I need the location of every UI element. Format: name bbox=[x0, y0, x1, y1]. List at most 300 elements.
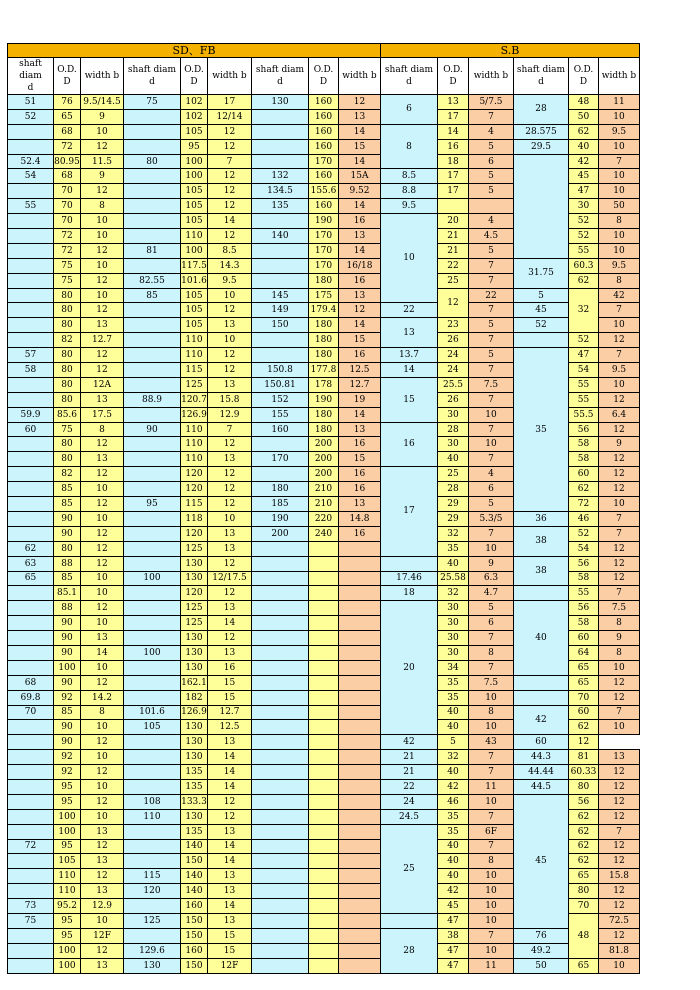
cell-sd3-width: 15 bbox=[339, 333, 381, 348]
cell-sb2-width: 13 bbox=[599, 750, 640, 765]
cell-sb2-width: 12 bbox=[599, 467, 640, 482]
cell-sd3-width bbox=[339, 720, 381, 735]
cell-sd3-shaft-diam bbox=[252, 824, 309, 839]
cell-sd3-width: 16/18 bbox=[339, 258, 381, 273]
cell-sb2-shaft-diam bbox=[514, 333, 569, 348]
cell-sd3-width bbox=[339, 616, 381, 631]
cell-sd2-shaft-diam bbox=[124, 824, 181, 839]
cell-sb2-od: 40 bbox=[569, 139, 599, 154]
cell-sb2-od: 81 bbox=[569, 750, 599, 765]
cell-sb1-od: 13 bbox=[438, 95, 469, 110]
cell-sd1-width: 13 bbox=[81, 392, 124, 407]
cell-sd2-shaft-diam: 105 bbox=[124, 720, 181, 735]
cell-sd2-od: 133.3 bbox=[181, 794, 208, 809]
table-row bbox=[8, 586, 640, 601]
cell-sd3-width bbox=[339, 705, 381, 720]
cell-sd2-shaft-diam bbox=[124, 631, 181, 646]
cell-sd1-width: 10 bbox=[81, 586, 124, 601]
header-width: width b bbox=[469, 58, 514, 95]
cell-sd3-width bbox=[339, 854, 381, 869]
cell-sb2-width: 9.5 bbox=[599, 363, 640, 378]
cell-sb2-width: 10 bbox=[599, 169, 640, 184]
cell-sb2-od: 62 bbox=[569, 124, 599, 139]
cell-sd1-shaft-diam bbox=[8, 958, 54, 973]
header-width: width b bbox=[339, 58, 381, 95]
cell-sb1-od: 25.58 bbox=[438, 571, 469, 586]
cell-sd1-od: 80 bbox=[54, 318, 81, 333]
cell-sb1-shaft-diam: 8.5 bbox=[381, 169, 438, 184]
cell-sd3-width: 13 bbox=[339, 497, 381, 512]
table-row bbox=[8, 943, 640, 958]
cell-sd2-width: 15 bbox=[208, 675, 252, 690]
cell-sd1-width: 12 bbox=[81, 765, 124, 780]
table-row bbox=[8, 258, 640, 273]
cell-sd3-shaft-diam bbox=[252, 541, 309, 556]
cell-sd3-width: 14 bbox=[339, 199, 381, 214]
cell-sb2-od: 58 bbox=[569, 616, 599, 631]
cell-sb1-width: 10 bbox=[469, 884, 514, 899]
cell-sb2-od: 12 bbox=[569, 735, 599, 750]
cell-sd2-od: 130 bbox=[181, 809, 208, 824]
cell-sd2-od: 130 bbox=[181, 750, 208, 765]
cell-sd1-od: 88 bbox=[54, 556, 81, 571]
cell-sd3-shaft-diam: 150 bbox=[252, 318, 309, 333]
cell-sd1-shaft-diam bbox=[8, 884, 54, 899]
cell-sd2-shaft-diam bbox=[124, 839, 181, 854]
table-row bbox=[8, 779, 640, 794]
cell-sd2-width: 13 bbox=[208, 824, 252, 839]
cell-sb1-shaft-diam: 22 bbox=[381, 303, 438, 318]
cell-sb1-shaft-diam: 14 bbox=[381, 363, 438, 378]
cell-sd1-od: 80 bbox=[54, 363, 81, 378]
cell-sd3-shaft-diam: 170 bbox=[252, 452, 309, 467]
header-od: O.D. D bbox=[54, 58, 81, 95]
cell-sd1-od: 100 bbox=[54, 958, 81, 973]
cell-sd1-shaft-diam bbox=[8, 452, 54, 467]
cell-sd1-shaft-diam bbox=[8, 214, 54, 229]
cell-sd1-width: 12 bbox=[81, 348, 124, 363]
cell-sd3-od bbox=[309, 928, 339, 943]
cell-sd1-shaft-diam bbox=[8, 645, 54, 660]
cell-sd3-shaft-diam: 132 bbox=[252, 169, 309, 184]
cell-sb1-width: 7 bbox=[469, 526, 514, 541]
cell-sd3-od bbox=[309, 899, 339, 914]
cell-sb2-width: 12 bbox=[599, 884, 640, 899]
cell-sd2-od: 126.9 bbox=[181, 705, 208, 720]
cell-sb1-width: 7 bbox=[469, 333, 514, 348]
cell-sd2-width: 13 bbox=[208, 735, 252, 750]
header-od: O.D. D bbox=[309, 58, 339, 95]
cell-sb1-width: 6 bbox=[469, 482, 514, 497]
cell-sd1-shaft-diam: 63 bbox=[8, 556, 54, 571]
cell-sd2-od: 120 bbox=[181, 467, 208, 482]
cell-sd2-width: 13 bbox=[208, 452, 252, 467]
cell-sb1-width: 7 bbox=[469, 660, 514, 675]
cell-sb2-od: 50 bbox=[569, 109, 599, 124]
cell-sd2-od: 125 bbox=[181, 616, 208, 631]
cell-sb1-width: 11 bbox=[469, 958, 514, 973]
cell-sb1-shaft-diam: 18 bbox=[381, 586, 438, 601]
cell-sd2-shaft-diam bbox=[124, 363, 181, 378]
cell-sd3-od bbox=[309, 556, 339, 571]
cell-sb1-od: 42 bbox=[438, 779, 469, 794]
cell-sb1-width: 6 bbox=[469, 154, 514, 169]
cell-sd3-shaft-diam bbox=[252, 109, 309, 124]
cell-sb1-shaft-diam bbox=[381, 556, 438, 571]
cell-sd1-width: 10 bbox=[81, 482, 124, 497]
cell-sb1-od: 40 bbox=[438, 720, 469, 735]
cell-sb2-width: 12 bbox=[599, 690, 640, 705]
cell-sd3-shaft-diam bbox=[252, 214, 309, 229]
cell-sd2-width: 12 bbox=[208, 556, 252, 571]
cell-sb2-width: 12 bbox=[599, 928, 640, 943]
cell-sb1-width: 6 bbox=[469, 616, 514, 631]
cell-sb2-shaft-diam bbox=[514, 154, 569, 258]
cell-sb1-width: 10 bbox=[469, 899, 514, 914]
cell-sd1-width: 10 bbox=[81, 809, 124, 824]
cell-sd2-shaft-diam bbox=[124, 586, 181, 601]
cell-sd1-width: 12A bbox=[81, 377, 124, 392]
cell-sd3-shaft-diam bbox=[252, 243, 309, 258]
cell-sd3-shaft-diam bbox=[252, 467, 309, 482]
cell-sd1-width: 10 bbox=[81, 124, 124, 139]
cell-sd1-shaft-diam bbox=[8, 124, 54, 139]
cell-sb2-width: 7 bbox=[599, 303, 640, 318]
header-shaft-diam: shaft diam d bbox=[252, 58, 309, 95]
cell-sd1-od: 80 bbox=[54, 392, 81, 407]
cell-sb1-od: 12 bbox=[438, 288, 469, 318]
cell-sd1-od: 70 bbox=[54, 214, 81, 229]
cell-sb1-width: 5 bbox=[469, 169, 514, 184]
cell-sb1-width: 10 bbox=[469, 720, 514, 735]
cell-sb1-width bbox=[469, 199, 514, 214]
cell-sb1-width: 7 bbox=[469, 839, 514, 854]
cell-sb1-width: 4 bbox=[469, 467, 514, 482]
cell-sb1-shaft-diam: 6 bbox=[381, 95, 438, 125]
cell-sb1-od: 46 bbox=[438, 794, 469, 809]
cell-sd1-shaft-diam: 75 bbox=[8, 913, 54, 928]
cell-sb2-width: 12 bbox=[599, 333, 640, 348]
cell-sd3-od bbox=[309, 586, 339, 601]
cell-sd2-od: 105 bbox=[181, 303, 208, 318]
cell-sd2-width: 7 bbox=[208, 422, 252, 437]
cell-sb2-width: 10 bbox=[599, 139, 640, 154]
cell-sd3-shaft-diam: 190 bbox=[252, 511, 309, 526]
cell-sd3-shaft-diam: 150.81 bbox=[252, 377, 309, 392]
cell-sd1-od: 85.1 bbox=[54, 586, 81, 601]
cell-sd1-shaft-diam bbox=[8, 273, 54, 288]
cell-sb2-od: 55 bbox=[569, 243, 599, 258]
cell-sd1-width: 10 bbox=[81, 258, 124, 273]
cell-sd3-width: 14.8 bbox=[339, 511, 381, 526]
cell-sd3-od bbox=[309, 616, 339, 631]
cell-sb2-width: 10 bbox=[599, 660, 640, 675]
cell-sb2-od: 64 bbox=[569, 645, 599, 660]
table-row bbox=[8, 318, 640, 333]
cell-sd2-od: 110 bbox=[181, 348, 208, 363]
cell-sd3-od: 180 bbox=[309, 318, 339, 333]
cell-sd2-od: 150 bbox=[181, 854, 208, 869]
cell-sd2-width: 12 bbox=[208, 124, 252, 139]
cell-sb1-width: 7 bbox=[469, 109, 514, 124]
cell-sd1-shaft-diam bbox=[8, 318, 54, 333]
cell-sd3-od: 155.6 bbox=[309, 184, 339, 199]
cell-sd3-shaft-diam bbox=[252, 899, 309, 914]
cell-sd1-shaft-diam bbox=[8, 437, 54, 452]
cell-sd3-shaft-diam bbox=[252, 794, 309, 809]
cell-sd2-width: 13 bbox=[208, 869, 252, 884]
cell-sb2-shaft-diam: 49.2 bbox=[514, 943, 569, 958]
cell-sb2-od: 58 bbox=[569, 571, 599, 586]
cell-sd2-width: 14 bbox=[208, 899, 252, 914]
cell-sd2-od: 125 bbox=[181, 377, 208, 392]
cell-sd2-width: 14 bbox=[208, 616, 252, 631]
cell-sb2-od: 52 bbox=[569, 229, 599, 244]
cell-sb1-od: 21 bbox=[438, 243, 469, 258]
header-shaft-diam: shaft diam d bbox=[514, 58, 569, 95]
cell-sb1-width: 5 bbox=[469, 601, 514, 616]
cell-sd2-width: 14 bbox=[208, 214, 252, 229]
cell-sb1-od: 23 bbox=[438, 318, 469, 333]
cell-sb2-od: 55 bbox=[569, 392, 599, 407]
cell-sd1-od: 90 bbox=[54, 720, 81, 735]
cell-sb1-width: 5 bbox=[469, 139, 514, 154]
cell-sd1-width: 10 bbox=[81, 616, 124, 631]
cell-sb2-od: 72 bbox=[569, 497, 599, 512]
cell-sd3-od: 160 bbox=[309, 124, 339, 139]
cell-sd1-width: 12 bbox=[81, 497, 124, 512]
cell-sd2-width: 12 bbox=[208, 184, 252, 199]
cell-sb1-width: 4.5 bbox=[469, 229, 514, 244]
cell-sd2-od: 126.9 bbox=[181, 407, 208, 422]
header-od: O.D. D bbox=[569, 58, 599, 95]
cell-sb2-od: 58 bbox=[569, 437, 599, 452]
cell-sd3-shaft-diam: 155 bbox=[252, 407, 309, 422]
cell-sb2-od: 56 bbox=[569, 422, 599, 437]
cell-sb2-od: 56 bbox=[569, 601, 599, 616]
cell-sd3-od bbox=[309, 645, 339, 660]
cell-sd1-width: 13 bbox=[81, 824, 124, 839]
cell-sd1-shaft-diam bbox=[8, 243, 54, 258]
cell-sd3-width: 14 bbox=[339, 318, 381, 333]
cell-sb2-width: 11 bbox=[599, 95, 640, 110]
cell-sb1-width: 8 bbox=[469, 705, 514, 720]
cell-sd2-shaft-diam bbox=[124, 556, 181, 571]
cell-sd2-shaft-diam bbox=[124, 482, 181, 497]
cell-sb1-width: 43 bbox=[469, 735, 514, 750]
cell-sb1-od: 35 bbox=[438, 675, 469, 690]
cell-sd3-width: 16 bbox=[339, 467, 381, 482]
cell-sd2-width: 12 bbox=[208, 199, 252, 214]
cell-sb2-od: 62 bbox=[569, 839, 599, 854]
table-row bbox=[8, 958, 640, 973]
cell-sb2-od: 47 bbox=[569, 184, 599, 199]
cell-sb2-shaft-diam: 28.575 bbox=[514, 124, 569, 139]
cell-sb2-shaft-diam: 5 bbox=[514, 288, 569, 303]
cell-sd3-od bbox=[309, 675, 339, 690]
cell-sd2-shaft-diam bbox=[124, 437, 181, 452]
cell-sd2-shaft-diam bbox=[124, 377, 181, 392]
cell-sd3-shaft-diam: 150.8 bbox=[252, 363, 309, 378]
cell-sd1-shaft-diam bbox=[8, 928, 54, 943]
cell-sd2-od: 95 bbox=[181, 139, 208, 154]
cell-sd2-shaft-diam bbox=[124, 318, 181, 333]
cell-sb2-shaft-diam: 38 bbox=[514, 526, 569, 556]
cell-sd1-shaft-diam: 58 bbox=[8, 363, 54, 378]
cell-sb1-shaft-diam: 13.7 bbox=[381, 348, 438, 363]
cell-sb1-width: 5 bbox=[469, 243, 514, 258]
cell-sd1-shaft-diam bbox=[8, 616, 54, 631]
cell-sd3-od bbox=[309, 720, 339, 735]
cell-sd3-width: 16 bbox=[339, 526, 381, 541]
cell-sd1-width: 9.5/14.5 bbox=[81, 95, 124, 110]
cell-sd1-od: 95.2 bbox=[54, 899, 81, 914]
cell-sd1-width: 10 bbox=[81, 720, 124, 735]
cell-sb1-shaft-diam: 15 bbox=[381, 377, 438, 422]
cell-sd2-shaft-diam bbox=[124, 184, 181, 199]
cell-sb2-shaft-diam bbox=[514, 586, 569, 601]
cell-sd2-shaft-diam bbox=[124, 601, 181, 616]
table-row bbox=[8, 526, 640, 541]
cell-sd2-width: 12 bbox=[208, 794, 252, 809]
cell-sd1-od: 92 bbox=[54, 690, 81, 705]
table-row bbox=[8, 303, 640, 318]
cell-sd1-od: 80 bbox=[54, 303, 81, 318]
cell-sd3-od: 220 bbox=[309, 511, 339, 526]
cell-sd1-width: 10 bbox=[81, 229, 124, 244]
cell-sd2-width: 13 bbox=[208, 913, 252, 928]
cell-sd2-width: 13 bbox=[208, 601, 252, 616]
cell-sd2-od: 182 bbox=[181, 690, 208, 705]
cell-sd1-shaft-diam bbox=[8, 720, 54, 735]
cell-sd3-shaft-diam bbox=[252, 809, 309, 824]
cell-sd3-shaft-diam: 130 bbox=[252, 95, 309, 110]
cell-sb1-width: 8 bbox=[469, 854, 514, 869]
cell-sd3-width bbox=[339, 631, 381, 646]
cell-sb2-od: 62 bbox=[569, 482, 599, 497]
cell-sd3-od bbox=[309, 750, 339, 765]
cell-sd2-width: 9.5 bbox=[208, 273, 252, 288]
cell-sd3-od: 170 bbox=[309, 229, 339, 244]
cell-sd2-shaft-diam bbox=[124, 109, 181, 124]
table-row bbox=[8, 735, 640, 750]
cell-sd2-shaft-diam: 100 bbox=[124, 571, 181, 586]
cell-sd3-shaft-diam bbox=[252, 854, 309, 869]
cell-sd3-od: 180 bbox=[309, 407, 339, 422]
table-row bbox=[8, 675, 640, 690]
cell-sb2-od: 62 bbox=[569, 273, 599, 288]
cell-sb1-od: 35 bbox=[438, 690, 469, 705]
cell-sb1-width: 10 bbox=[469, 913, 514, 928]
cell-sd2-width: 13 bbox=[208, 526, 252, 541]
cell-sd1-od: 68 bbox=[54, 124, 81, 139]
cell-sd1-width: 13 bbox=[81, 318, 124, 333]
cell-sd1-width: 12 bbox=[81, 526, 124, 541]
cell-sd2-od: 100 bbox=[181, 243, 208, 258]
cell-sb1-od: 40 bbox=[438, 556, 469, 571]
cell-sb1-width: 5/7.5 bbox=[469, 95, 514, 110]
cell-sb1-od: 5 bbox=[438, 735, 469, 750]
cell-sd1-od: 80.95 bbox=[54, 154, 81, 169]
cell-sb2-shaft-diam: 29.5 bbox=[514, 139, 569, 154]
cell-sd2-width: 8.5 bbox=[208, 243, 252, 258]
cell-sd1-width: 10 bbox=[81, 750, 124, 765]
cell-sb1-od: 24 bbox=[438, 363, 469, 378]
cell-sd3-shaft-diam bbox=[252, 884, 309, 899]
cell-sb2-od: 62 bbox=[569, 854, 599, 869]
cell-sb1-width: 4.7 bbox=[469, 586, 514, 601]
cell-sb2-shaft-diam: 45 bbox=[514, 303, 569, 318]
cell-sb2-od: 48 bbox=[569, 913, 599, 958]
cell-sd1-shaft-diam: 73 bbox=[8, 899, 54, 914]
cell-sb1-shaft-diam: 22 bbox=[381, 779, 438, 794]
cell-sd2-width: 12F bbox=[208, 958, 252, 973]
cell-sb2-od: 54 bbox=[569, 363, 599, 378]
cell-sb1-width: 7 bbox=[469, 422, 514, 437]
cell-sd1-width: 12 bbox=[81, 437, 124, 452]
cell-sb2-width: 10 bbox=[599, 243, 640, 258]
cell-sd3-shaft-diam bbox=[252, 869, 309, 884]
cell-sd3-shaft-diam bbox=[252, 690, 309, 705]
cell-sb2-od: 62 bbox=[569, 720, 599, 735]
cell-sd2-shaft-diam: 125 bbox=[124, 913, 181, 928]
cell-sd2-width: 12 bbox=[208, 169, 252, 184]
cell-sd3-od bbox=[309, 735, 339, 750]
cell-sd3-od bbox=[309, 631, 339, 646]
cell-sd2-shaft-diam: 90 bbox=[124, 422, 181, 437]
cell-sb1-width: 7 bbox=[469, 750, 514, 765]
cell-sd3-width: 14 bbox=[339, 154, 381, 169]
cell-sb2-width: 81.8 bbox=[599, 943, 640, 958]
cell-sd1-od: 75 bbox=[54, 258, 81, 273]
cell-sd1-width: 12 bbox=[81, 243, 124, 258]
cell-sd1-od: 85 bbox=[54, 571, 81, 586]
cell-sd1-shaft-diam bbox=[8, 854, 54, 869]
cell-sd3-shaft-diam bbox=[252, 675, 309, 690]
cell-sd2-width: 14 bbox=[208, 779, 252, 794]
cell-sd3-shaft-diam: 185 bbox=[252, 497, 309, 512]
cell-sd2-od: 117.5 bbox=[181, 258, 208, 273]
cell-sd3-shaft-diam bbox=[252, 631, 309, 646]
cell-sd3-width bbox=[339, 899, 381, 914]
cell-sb1-width: 10 bbox=[469, 943, 514, 958]
cell-sd2-width: 12 bbox=[208, 586, 252, 601]
cell-sd2-shaft-diam bbox=[124, 169, 181, 184]
cell-sd2-width: 15 bbox=[208, 943, 252, 958]
cell-sd2-width: 12 bbox=[208, 348, 252, 363]
cell-sd3-width: 16 bbox=[339, 214, 381, 229]
cell-sd1-width: 8 bbox=[81, 705, 124, 720]
cell-sd3-width: 13 bbox=[339, 229, 381, 244]
cell-sb1-od: 47 bbox=[438, 913, 469, 928]
cell-sb2-width: 10 bbox=[599, 318, 640, 333]
cell-sd1-od: 95 bbox=[54, 913, 81, 928]
cell-sb1-od: 28 bbox=[438, 422, 469, 437]
cell-sd3-shaft-diam: 180 bbox=[252, 482, 309, 497]
cell-sd2-od: 120.7 bbox=[181, 392, 208, 407]
cell-sd3-width bbox=[339, 735, 381, 750]
cell-sd3-od bbox=[309, 854, 339, 869]
cell-sd3-width bbox=[339, 809, 381, 824]
table-row bbox=[8, 348, 640, 363]
cell-sd1-shaft-diam bbox=[8, 631, 54, 646]
cell-sd3-od bbox=[309, 765, 339, 780]
cell-sd1-shaft-diam bbox=[8, 660, 54, 675]
cell-sd2-width: 12.9 bbox=[208, 407, 252, 422]
cell-sd3-shaft-diam bbox=[252, 779, 309, 794]
cell-sd3-width bbox=[339, 913, 381, 928]
cell-sd1-shaft-diam bbox=[8, 750, 54, 765]
